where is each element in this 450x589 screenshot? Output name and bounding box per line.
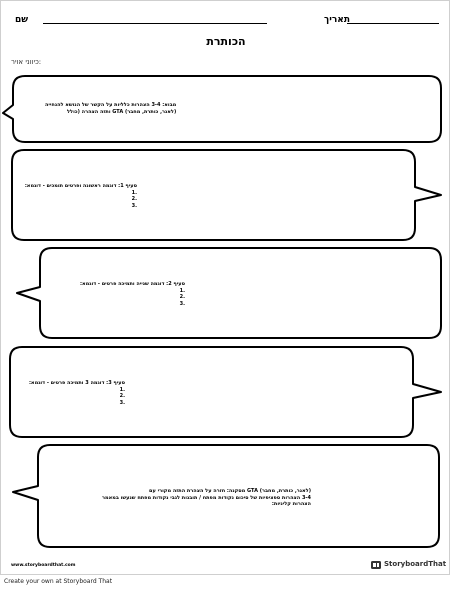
create-your-own-link[interactable]: Create your own at Storyboard That	[4, 578, 113, 585]
bubble-line: .3	[119, 399, 125, 406]
bubble-line: 3-4 הצהרות ספציפיות של סיכום נקודות מפתח / תובנות לגבי נקודות מפתח שנעשו במאמר	[102, 494, 311, 501]
date-label: תאריך	[324, 15, 350, 25]
bubble-text-section-3	[29, 380, 125, 406]
bubble-line: .2	[119, 393, 125, 399]
speech-bubble-intro[interactable]	[11, 75, 443, 143]
brand-name: StoryboardThat	[384, 560, 447, 568]
bubble-text-section-1	[25, 183, 137, 209]
bubble-line: (לאנר, כותרת, מחבר) GTA מסקנה: חזרה על הצהרת התזה מקורי עם	[149, 488, 311, 494]
name-label: שם	[15, 15, 29, 25]
bubble-line: (לאנר, כותרת, מחבר) GTA ותזה הצהרה (כולל	[67, 108, 177, 115]
bubble-line: .2	[131, 196, 137, 202]
speech-bubble-section-2[interactable]	[39, 247, 443, 339]
bubble-text-conclusion	[102, 488, 311, 508]
name-line[interactable]	[43, 23, 267, 24]
directions-caption: :כיווני אויר	[11, 58, 42, 66]
footer-url[interactable]: www.storyboardthat.com	[11, 563, 76, 568]
bubble-line: .3	[131, 202, 137, 209]
storyboardthat-logo[interactable]	[371, 559, 447, 571]
page-title: הכותרת	[206, 35, 246, 48]
bubble-line: סעיף 3: דוגמה 3 ותמיכה פרטים - דוגמא:	[28, 380, 125, 386]
date-line[interactable]	[347, 23, 439, 24]
bubble-line: מבוא: 3-4 הצהרות כלליות על הקשר של הנושא להנחייה	[45, 102, 177, 108]
bubble-text-intro	[45, 102, 176, 115]
storyboard-logo-icon	[371, 560, 381, 570]
bubble-line: הצהרות קליניות:	[271, 501, 311, 507]
bubble-text-section-2	[80, 281, 185, 307]
speech-bubble-conclusion[interactable]	[37, 444, 441, 548]
speech-bubble-section-1[interactable]	[11, 149, 417, 241]
bubble-line: .1	[179, 287, 185, 294]
speech-bubble-section-3[interactable]	[9, 346, 415, 438]
bubble-line: .1	[131, 189, 137, 196]
bubble-line: .3	[179, 300, 185, 307]
bubble-line: .1	[119, 386, 125, 393]
bubble-line: סעיף 2: דוגמה שנייה ותמיכה פרטים - דוגמא:	[80, 281, 185, 287]
bubble-line: .2	[179, 294, 185, 300]
bubble-line: סעיף 1: דוגמה ראשונה ופרטים תומכים - דוגמא:	[24, 183, 137, 189]
